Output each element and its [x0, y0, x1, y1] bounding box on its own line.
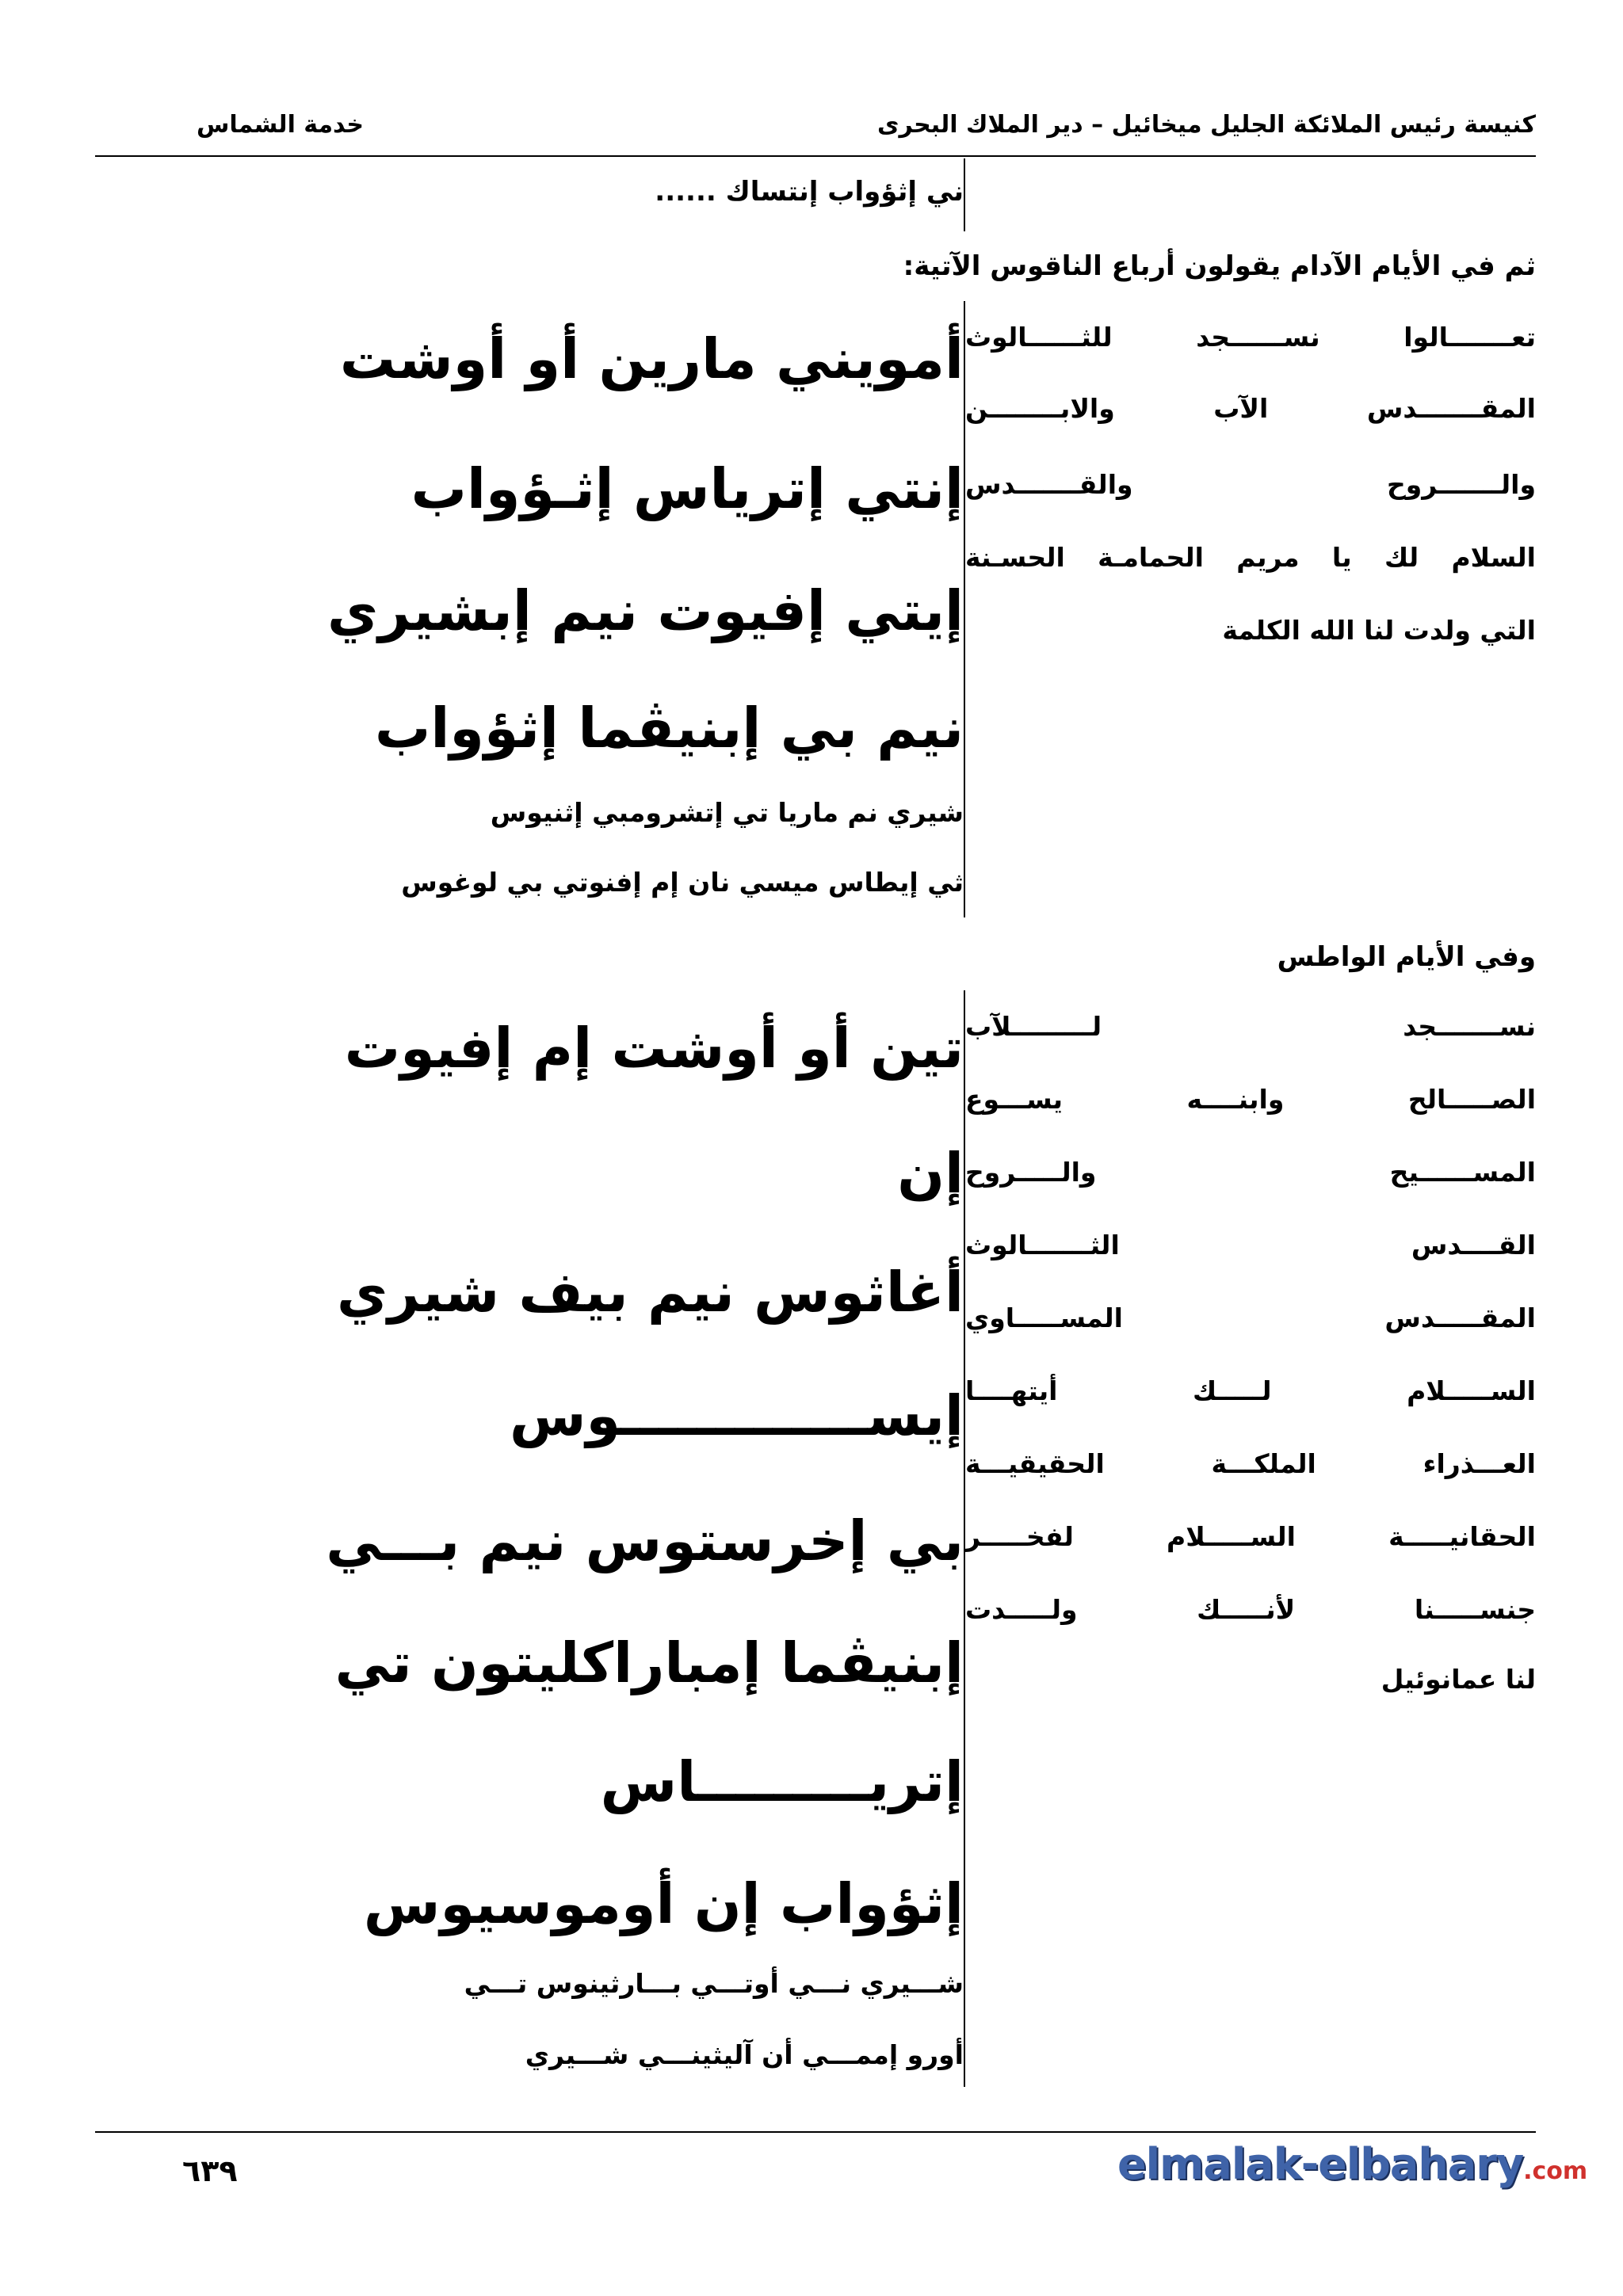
- logo-suffix: .com: [1523, 2157, 1588, 2185]
- coptic-verse-line: أغاثوس نيم بيف شيري: [336, 1260, 964, 1325]
- coptic-verse-line: إيتي إفيوت نيم إبشيري: [327, 578, 964, 643]
- arabic-verse-line: القــــدس الثـــــــالوث: [965, 1230, 1536, 1261]
- page-number: ٦٣٩: [182, 2153, 238, 2188]
- coptic-verse-line: إتريـــــــــاس: [600, 1749, 964, 1814]
- section2-heading: وفي الأيام الواطس: [1277, 941, 1536, 973]
- arabic-verse-line: الحقانيـــــة الســـــلام لفخـــــر: [965, 1521, 1536, 1552]
- coptic-verse-line: إبنيڤما إمباراكليتون تي: [334, 1630, 964, 1695]
- arabic-verse-line: التي ولدت لنا الله الكلمة: [1222, 615, 1536, 646]
- arabic-verse-line: الســـــلام لـــــك أيتهــــا: [965, 1375, 1536, 1406]
- site-logo: [1117, 2139, 1588, 2195]
- arabic-verse-line: السلام لك يا مريم الحمامـة الحسـنة: [965, 542, 1536, 573]
- coptic-transliteration-line: شـــيري نـــي أوتـــي بـــارثينوس تـــي: [464, 1968, 964, 1999]
- header-rule: [95, 155, 1536, 157]
- header-church-name: كنيسة رئيس الملائكة الجليل ميخائيل – دير الملاك البحرى: [876, 111, 1536, 139]
- arabic-verse-line: العـــذراء الملكـــة الحقيقيـــة: [965, 1448, 1536, 1479]
- arabic-verse-line: المقـــــــدس الآب والابــــــــن: [965, 393, 1536, 424]
- column-divider: [964, 158, 965, 231]
- arabic-verse-line: نســـــــجد لـــــــــلآب: [965, 1011, 1536, 1042]
- coptic-transliteration-line: أورو إممـــي أن آليثينـــي شـــيري: [525, 2039, 964, 2070]
- arabic-verse-line: تعـــــــالوا نســــــجد للثــــــالوث: [965, 322, 1536, 353]
- arabic-verse-line: لنا عمانوئيل: [1381, 1664, 1536, 1695]
- coptic-verse-line: إن: [897, 1141, 964, 1206]
- coptic-fragment: ني إثؤواب إنتساك ......: [655, 176, 964, 208]
- coptic-transliteration-line: شيري نم ماريا تي إتشرومبي إثنيوس: [490, 797, 964, 828]
- arabic-verse-line: المقـــــدس المســـــاوي: [965, 1302, 1536, 1333]
- coptic-verse-line: تين أو أوشت إم إفيوت: [344, 1016, 964, 1081]
- logo-text: elmalak-elbahary: [1117, 2139, 1524, 2189]
- arabic-verse-line: والـــــــروح والقـــــــدس: [965, 469, 1536, 500]
- arabic-verse-line: الصـــــالح وابنــــه يســـوع: [965, 1084, 1536, 1115]
- coptic-verse-line: إنتي إترياس إثـؤواب: [411, 456, 964, 521]
- coptic-verse-line: نيم بي إبنيڤما إثؤواب: [375, 696, 964, 761]
- coptic-verse-line: إيســـــــــــــوس: [509, 1383, 964, 1448]
- header-service-title: خدمة الشماس: [197, 111, 365, 139]
- arabic-verse-line: جنســـــنا لأنـــــك ولـــــدت: [965, 1594, 1536, 1625]
- coptic-verse-line: أمويني مارين أو أوشت: [339, 326, 964, 391]
- coptic-verse-line: بي إخرستوس نيم بـــي: [326, 1508, 964, 1573]
- coptic-verse-line: إثؤواب إن أوموسيوس: [363, 1871, 964, 1936]
- coptic-transliteration-line: ثي إيطاس ميسي نان إم إفنوتي بي لوغوس: [401, 867, 964, 898]
- footer-rule: [95, 2131, 1536, 2133]
- section1-heading: ثم في الأيام الآدام يقولون أرباع الناقوس الآتية:: [903, 250, 1536, 282]
- arabic-verse-line: المســــــيح والـــــروح: [965, 1157, 1536, 1188]
